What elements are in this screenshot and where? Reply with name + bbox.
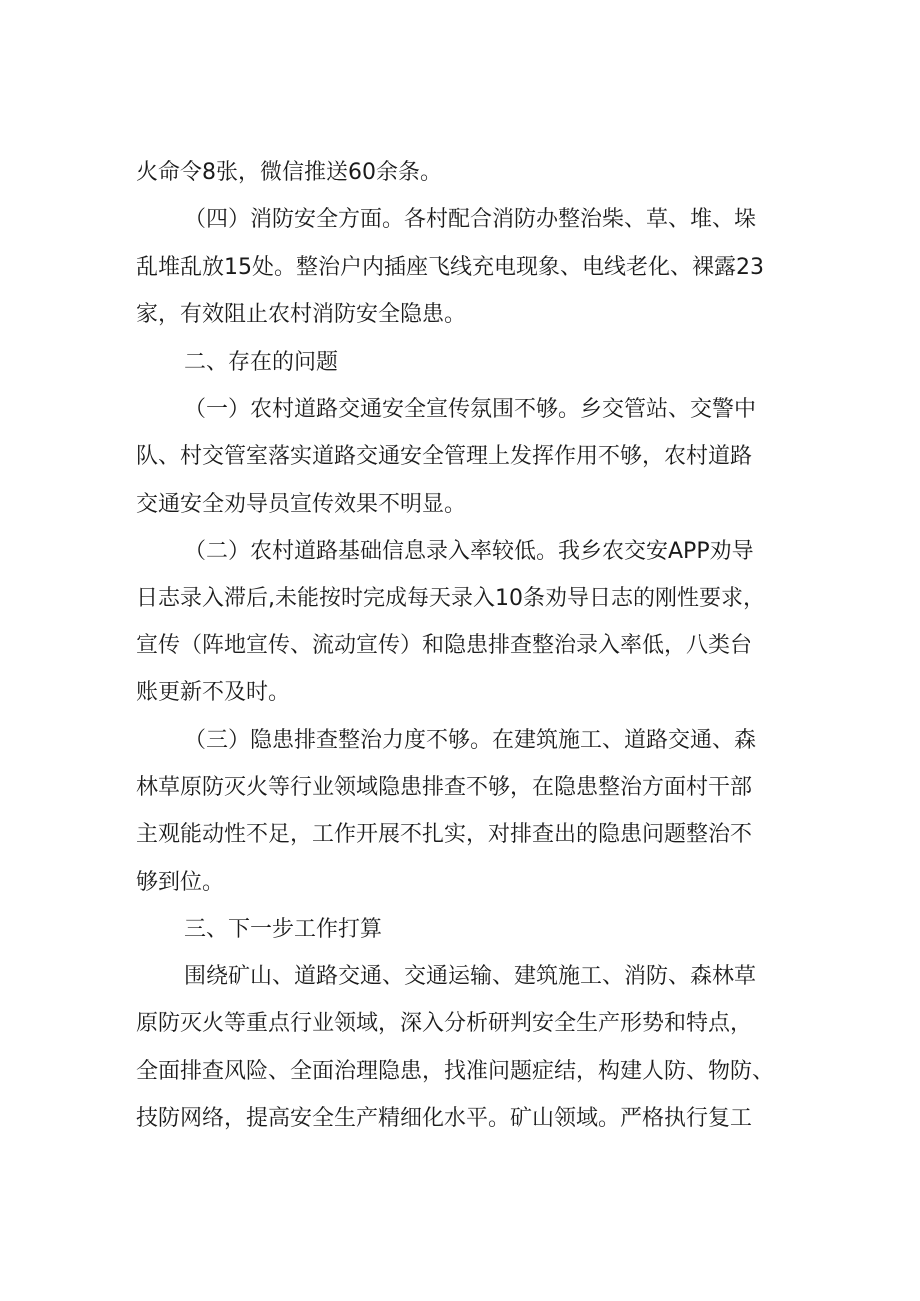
section-heading-existing-problems: 二、存在的问题 [184, 350, 339, 375]
body-text-line: 宣传（阵地宣传、流动宣传）和隐患排查整治录入率低，八类台 [136, 633, 753, 658]
problem-1-heading: （一）农村道路交通安全宣传氛围不够。乡交管站、交警中 [184, 397, 757, 422]
body-text-line: 原防灭火等重点行业领域，深入分析研判安全生产形势和特点， [136, 1011, 753, 1036]
problem-3-heading: （三）隐患排查整治力度不够。在建筑施工、道路交通、森 [184, 728, 757, 753]
problem-2-heading: （二）农村道路基础信息录入率较低。我乡农交安APP劝导 [184, 539, 754, 564]
body-text-line: 交通安全劝导员宣传效果不明显。 [136, 492, 467, 517]
body-text-line: 账更新不及时。 [136, 680, 291, 705]
body-text-line: 队、村交管室落实道路交通安全管理上发挥作用不够，农村道路 [136, 444, 753, 469]
section-4-fire-safety-heading: （四）消防安全方面。各村配合消防办整治柴、草、堆、垛 [184, 207, 757, 232]
body-text-line: 日志录入滞后,未能按时完成每天录入10条劝导日志的刚性要求， [136, 586, 765, 611]
body-text-line: 主观能动性不足，工作开展不扎实，对排查出的隐患问题整治不 [136, 822, 753, 847]
body-text-line: 火命令8张，微信推送60余条。 [136, 160, 442, 185]
body-text-line: 家，有效阻止农村消防安全隐患。 [136, 302, 467, 327]
section-heading-next-steps: 三、下一步工作打算 [184, 917, 383, 942]
body-text-line: 林草原防灭火等行业领域隐患排查不够，在隐患整治方面村干部 [136, 775, 753, 800]
next-steps-paragraph-start: 围绕矿山、道路交通、交通运输、建筑施工、消防、森林草 [184, 964, 757, 989]
body-text-line: 全面排查风险、全面治理隐患，找准问题症结，构建人防、物防、 [136, 1059, 775, 1084]
body-text-line: 够到位。 [136, 870, 225, 895]
body-text-line: 技防网络，提高安全生产精细化水平。矿山领域。严格执行复工 [136, 1106, 753, 1131]
body-text-line: 乱堆乱放15处。整治户内插座飞线充电现象、电线老化、裸露23 [136, 255, 764, 280]
